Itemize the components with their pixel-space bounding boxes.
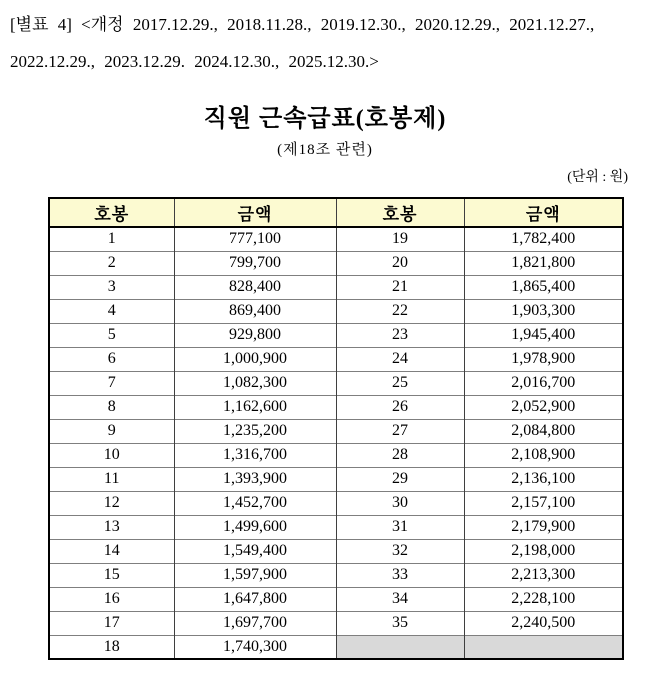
amount-cell: 1,740,300 [174, 635, 336, 659]
header-step-left: 호봉 [49, 198, 174, 227]
unit-label: (단위 : 원) [567, 170, 628, 185]
step-cell: 29 [336, 467, 464, 491]
amount-cell: 1,978,900 [464, 347, 623, 371]
step-cell: 12 [49, 491, 174, 515]
table-row [49, 323, 623, 347]
step-cell: 20 [336, 251, 464, 275]
step-cell: 18 [49, 635, 174, 659]
amount-cell: 2,136,100 [464, 467, 623, 491]
step-cell: 15 [49, 563, 174, 587]
amount-cell: 1,549,400 [174, 539, 336, 563]
step-cell: 8 [49, 395, 174, 419]
table-row [49, 275, 623, 299]
table-row [49, 299, 623, 323]
step-cell: 35 [336, 611, 464, 635]
step-cell: 16 [49, 587, 174, 611]
amount-cell: 2,052,900 [464, 395, 623, 419]
amount-cell: 1,647,800 [174, 587, 336, 611]
amount-cell: 1,865,400 [464, 275, 623, 299]
amount-cell: 1,697,700 [174, 611, 336, 635]
step-cell: 11 [49, 467, 174, 491]
salary-step-table [48, 197, 624, 660]
amount-cell: 1,082,300 [174, 371, 336, 395]
amount-cell: 2,016,700 [464, 371, 623, 395]
amount-cell: 2,157,100 [464, 491, 623, 515]
amount-cell: 1,162,600 [174, 395, 336, 419]
step-cell: 23 [336, 323, 464, 347]
step-cell: 24 [336, 347, 464, 371]
amount-cell: 869,400 [174, 299, 336, 323]
table-row [49, 395, 623, 419]
amount-cell: 828,400 [174, 275, 336, 299]
amount-cell: 1,393,900 [174, 467, 336, 491]
table-row [49, 227, 623, 251]
amount-cell: 1,316,700 [174, 443, 336, 467]
header-step-right: 호봉 [336, 198, 464, 227]
amount-cell: 2,228,100 [464, 587, 623, 611]
amount-cell: 2,213,300 [464, 563, 623, 587]
table-row [49, 491, 623, 515]
amount-cell: 777,100 [174, 227, 336, 251]
step-cell: 17 [49, 611, 174, 635]
step-cell: 27 [336, 419, 464, 443]
step-cell: 5 [49, 323, 174, 347]
empty-cell [336, 635, 464, 659]
step-cell: 6 [49, 347, 174, 371]
step-cell: 31 [336, 515, 464, 539]
amount-cell: 2,084,800 [464, 419, 623, 443]
table-row [49, 443, 623, 467]
table-row [49, 635, 623, 659]
step-cell: 25 [336, 371, 464, 395]
table-row [49, 371, 623, 395]
step-cell: 33 [336, 563, 464, 587]
step-cell: 22 [336, 299, 464, 323]
step-cell: 14 [49, 539, 174, 563]
amount-cell: 1,000,900 [174, 347, 336, 371]
step-cell: 2 [49, 251, 174, 275]
step-cell: 19 [336, 227, 464, 251]
table-row [49, 347, 623, 371]
step-cell: 28 [336, 443, 464, 467]
header-amount-left: 금액 [174, 198, 336, 227]
amount-cell: 1,903,300 [464, 299, 623, 323]
step-cell: 4 [49, 299, 174, 323]
table-row [49, 611, 623, 635]
table-row [49, 251, 623, 275]
table-row [49, 563, 623, 587]
table-row [49, 419, 623, 443]
step-cell: 9 [49, 419, 174, 443]
header-amount-right: 금액 [464, 198, 623, 227]
amount-cell: 929,800 [174, 323, 336, 347]
step-cell: 34 [336, 587, 464, 611]
document-subtitle: (제18조 관련) [277, 142, 373, 158]
table-row [49, 467, 623, 491]
amount-cell: 2,198,000 [464, 539, 623, 563]
empty-cell [464, 635, 623, 659]
step-cell: 3 [49, 275, 174, 299]
amount-cell: 1,782,400 [464, 227, 623, 251]
amount-cell: 2,240,500 [464, 611, 623, 635]
amount-cell: 1,452,700 [174, 491, 336, 515]
step-cell: 32 [336, 539, 464, 563]
table-row [49, 587, 623, 611]
table-row [49, 539, 623, 563]
step-cell: 7 [49, 371, 174, 395]
step-cell: 26 [336, 395, 464, 419]
table-header-row [49, 198, 623, 227]
revision-line-1: [별표 4] <개정 2017.12.29., 2018.11.28., 2019.12.30., 2020.12.29., 2021.12.27., [10, 15, 595, 34]
amount-cell: 1,235,200 [174, 419, 336, 443]
revision-note [10, 6, 650, 80]
revision-line-2: 2022.12.29., 2023.12.29. 2024.12.30., 2025.12.30.> [10, 52, 379, 71]
table-row [49, 515, 623, 539]
amount-cell: 1,597,900 [174, 563, 336, 587]
step-cell: 21 [336, 275, 464, 299]
document-title: 직원 근속급표(호봉제) [203, 106, 447, 132]
amount-cell: 1,945,400 [464, 323, 623, 347]
step-cell: 1 [107, 230, 116, 248]
amount-cell: 1,499,600 [174, 515, 336, 539]
amount-cell: 1,821,800 [464, 251, 623, 275]
amount-cell: 799,700 [174, 251, 336, 275]
amount-cell: 2,108,900 [464, 443, 623, 467]
amount-cell: 2,179,900 [464, 515, 623, 539]
step-cell: 10 [49, 443, 174, 467]
step-cell: 13 [49, 515, 174, 539]
step-cell: 30 [336, 491, 464, 515]
